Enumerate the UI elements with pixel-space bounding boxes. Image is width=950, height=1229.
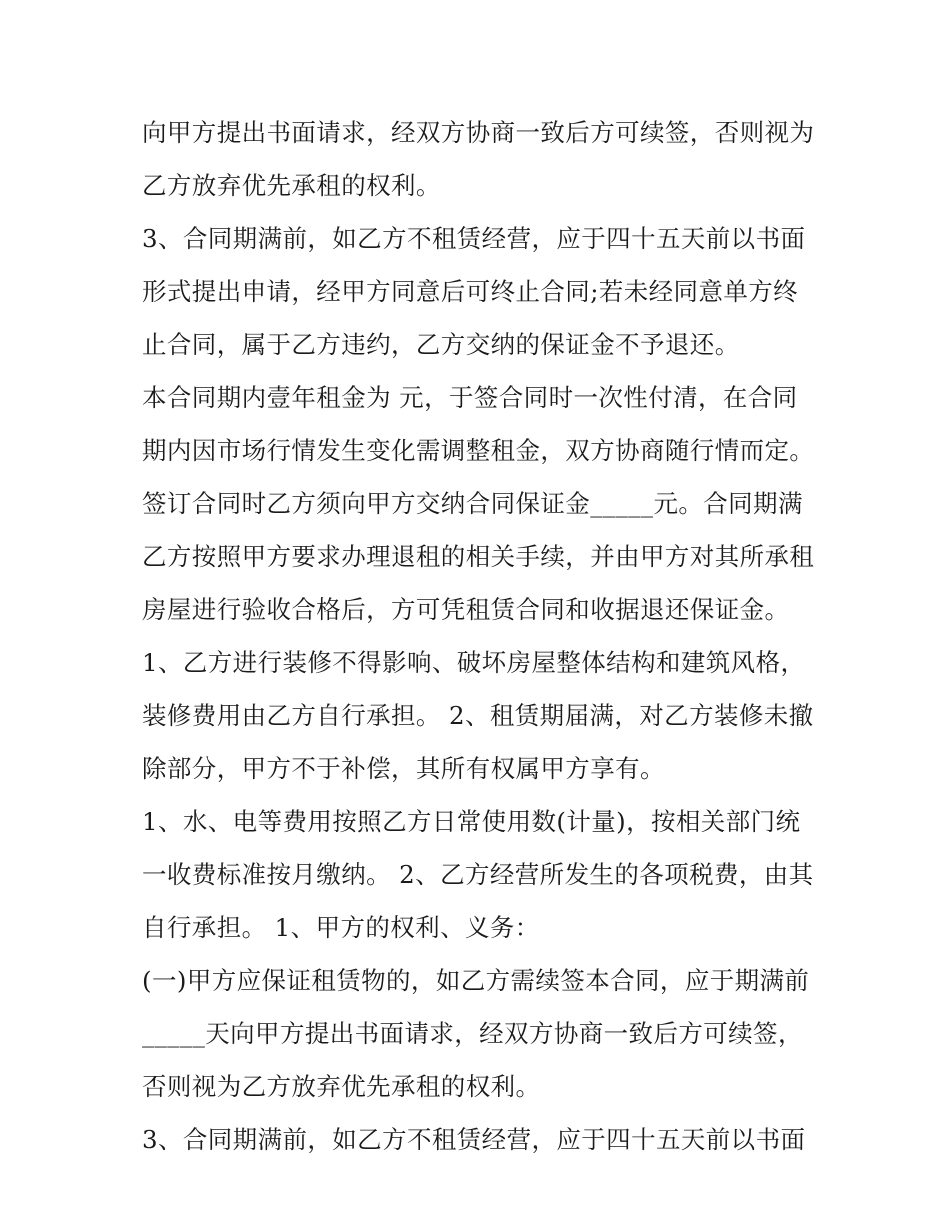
text-line: 自行承担。 1、甲方的权利、义务： [142,913,540,942]
text-line: 3、合同期满前，如乙方不租赁经营，应于四十五天前以书面 [142,224,806,253]
text-line: 期内因市场行情发生变化需调整租金，双方协商随行情而定。 [142,436,815,465]
text-line: 止合同，属于乙方违约，乙方交纳的保证金不予退还。 [142,330,740,359]
text-line: 1、水、电等费用按照乙方日常使用数(计量)，按相关部门统 [142,807,801,836]
text-line: 签订合同时乙方须向甲方交纳合同保证金_____元。合同期满 [142,489,803,518]
text-line: 3、合同期满前，如乙方不租赁经营，应于四十五天前以书面 [142,1125,806,1154]
text-line: 装修费用由乙方自行承担。 2、租赁期届满，对乙方装修未撤 [142,701,814,730]
text-line: 乙方按照甲方要求办理退租的相关手续，并由甲方对其所承租 [142,542,815,571]
document-body [142,106,822,1166]
text-line: 1、乙方进行装修不得影响、破坏房屋整体结构和建筑风格， [142,648,806,677]
text-line: 房屋进行验收合格后，方可凭租赁合同和收据退还保证金。 [142,595,790,624]
text-line: (一)甲方应保证租赁物的，如乙方需续签本合同，应于期满前 [142,966,810,995]
text-line: 本合同期内壹年租金为 元，于签合同时一次性付清，在合同 [142,383,798,412]
text-line: 形式提出申请，经甲方同意后可终止合同;若未经同意单方终 [142,277,799,306]
text-line: 否则视为乙方放弃优先承租的权利。 [142,1072,541,1101]
text-line: 一收费标准按月缴纳。 2、乙方经营所发生的各项税费，由其 [142,860,814,889]
text-line: 除部分，甲方不于补偿，其所有权属甲方享有。 [142,754,665,783]
text-line: 乙方放弃优先承租的权利。 [142,171,441,200]
text-line: _____天向甲方提出书面请求，经双方协商一致后方可续签， [142,1019,803,1048]
text-line: 向甲方提出书面请求，经双方协商一致后方可续签，否则视为 [142,118,815,147]
